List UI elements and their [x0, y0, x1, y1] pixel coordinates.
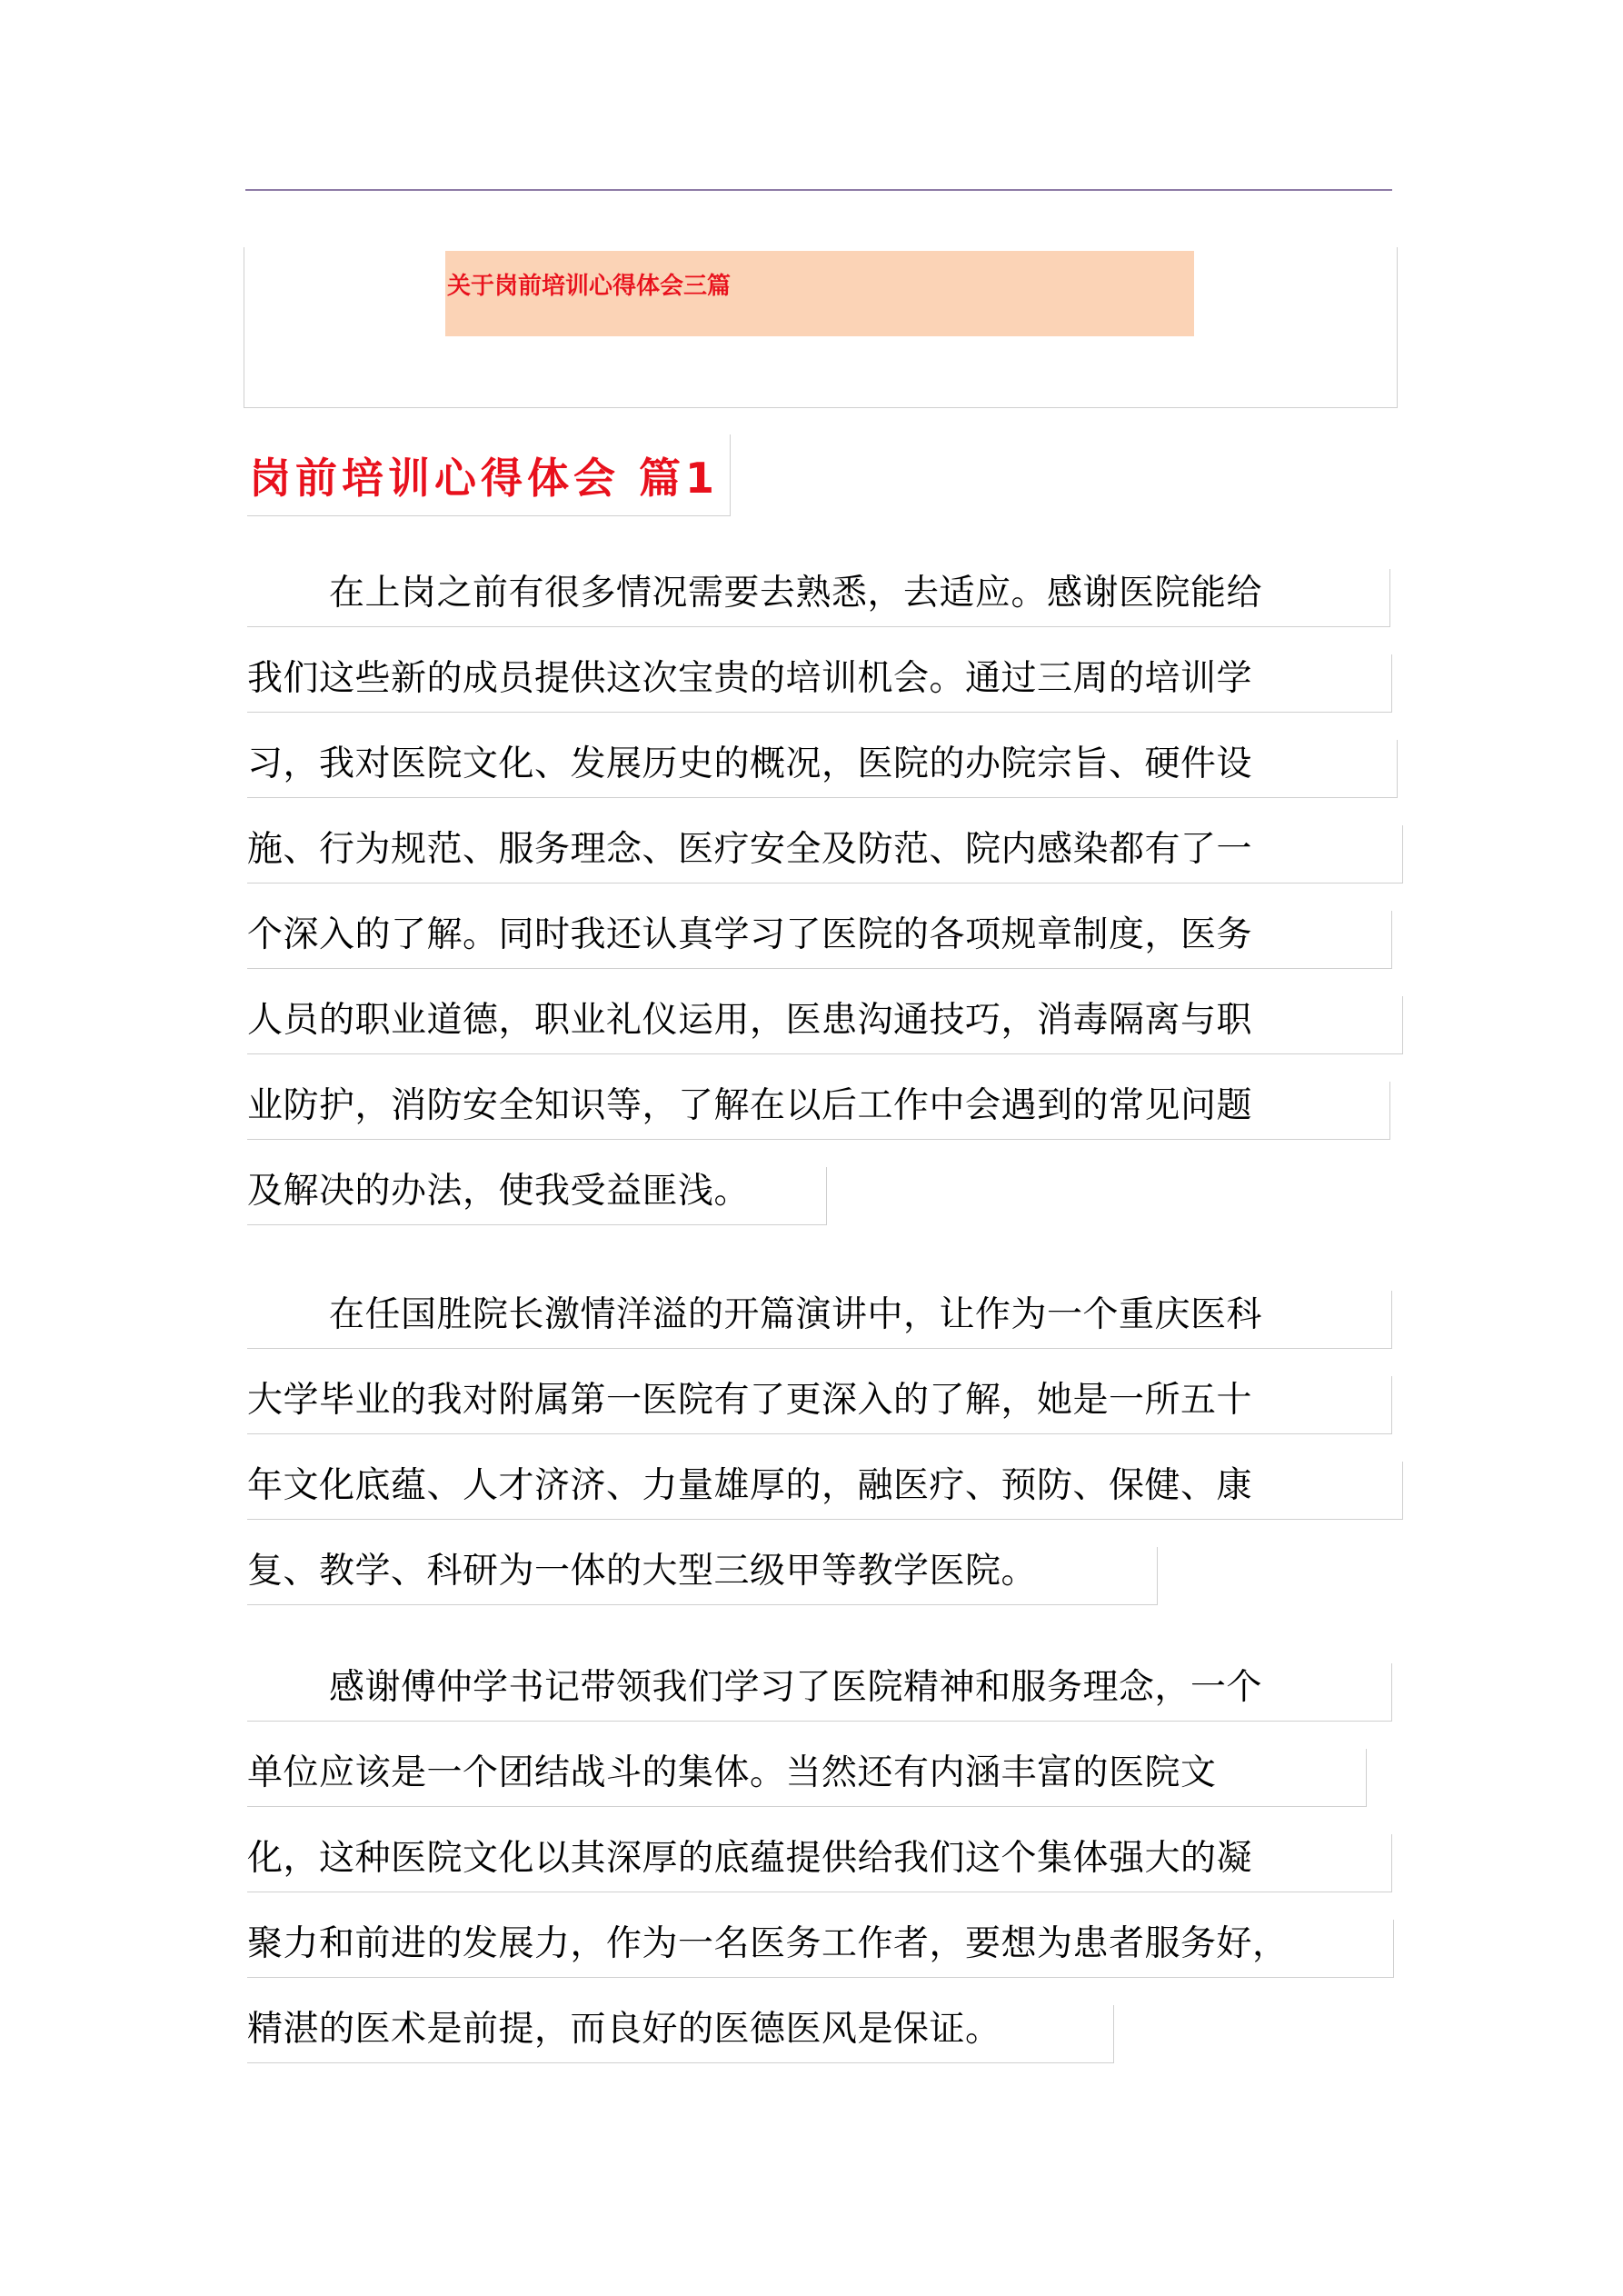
paragraph-line: 我们这些新的成员提供这次宝贵的培训机会。通过三周的培训学 — [247, 654, 1392, 713]
section-heading-box — [247, 434, 731, 516]
paragraph-line: 年文化底蕴、人才济济、力量雄厚的，融医疗、预防、保健、康 — [247, 1462, 1403, 1520]
paragraph-line: 复、教学、科研为一体的大型三级甲等教学医院。 — [247, 1547, 1158, 1605]
paragraph-line: 精湛的医术是前提，而良好的医德医风是保证。 — [247, 2005, 1114, 2063]
header-rule — [245, 189, 1392, 191]
paragraph-line: 聚力和前进的发展力，作为一名医务工作者，要想为患者服务好， — [247, 1920, 1394, 1978]
document-title: 关于岗前培训心得体会三篇 — [447, 273, 732, 300]
paragraph-line: 及解决的办法，使我受益匪浅。 — [247, 1167, 827, 1225]
paragraph-line: 化，这种医院文化以其深厚的底蕴提供给我们这个集体强大的凝 — [247, 1834, 1392, 1892]
paragraph-line: 业防护，消防安全知识等，了解在以后工作中会遇到的常见问题 — [247, 1082, 1390, 1140]
document-title-banner — [445, 251, 1194, 336]
section-heading: 岗前培训心得体会 篇1 — [249, 454, 720, 503]
paragraph-line: 感谢傅仲学书记带领我们学习了医院精神和服务理念，一个 — [247, 1663, 1392, 1722]
paragraph-line: 在上岗之前有很多情况需要去熟悉，去适应。感谢医院能给 — [247, 569, 1390, 627]
paragraph-line: 人员的职业道德，职业礼仪运用，医患沟通技巧，消毒隔离与职 — [247, 996, 1403, 1054]
paragraph-line: 在任国胜院长激情洋溢的开篇演讲中，让作为一个重庆医科 — [247, 1291, 1392, 1349]
paragraph-line: 施、行为规范、服务理念、医疗安全及防范、院内感染都有了一 — [247, 825, 1403, 883]
paragraph-line: 个深入的了解。同时我还认真学习了医院的各项规章制度，医务 — [247, 911, 1392, 969]
paragraph-line: 大学毕业的我对附属第一医院有了更深入的了解，她是一所五十 — [247, 1376, 1392, 1434]
paragraph-line: 习，我对医院文化、发展历史的概况，医院的办院宗旨、硬件设 — [247, 740, 1398, 798]
paragraph-line: 单位应该是一个团结战斗的集体。当然还有内涵丰富的医院文 — [247, 1749, 1367, 1807]
